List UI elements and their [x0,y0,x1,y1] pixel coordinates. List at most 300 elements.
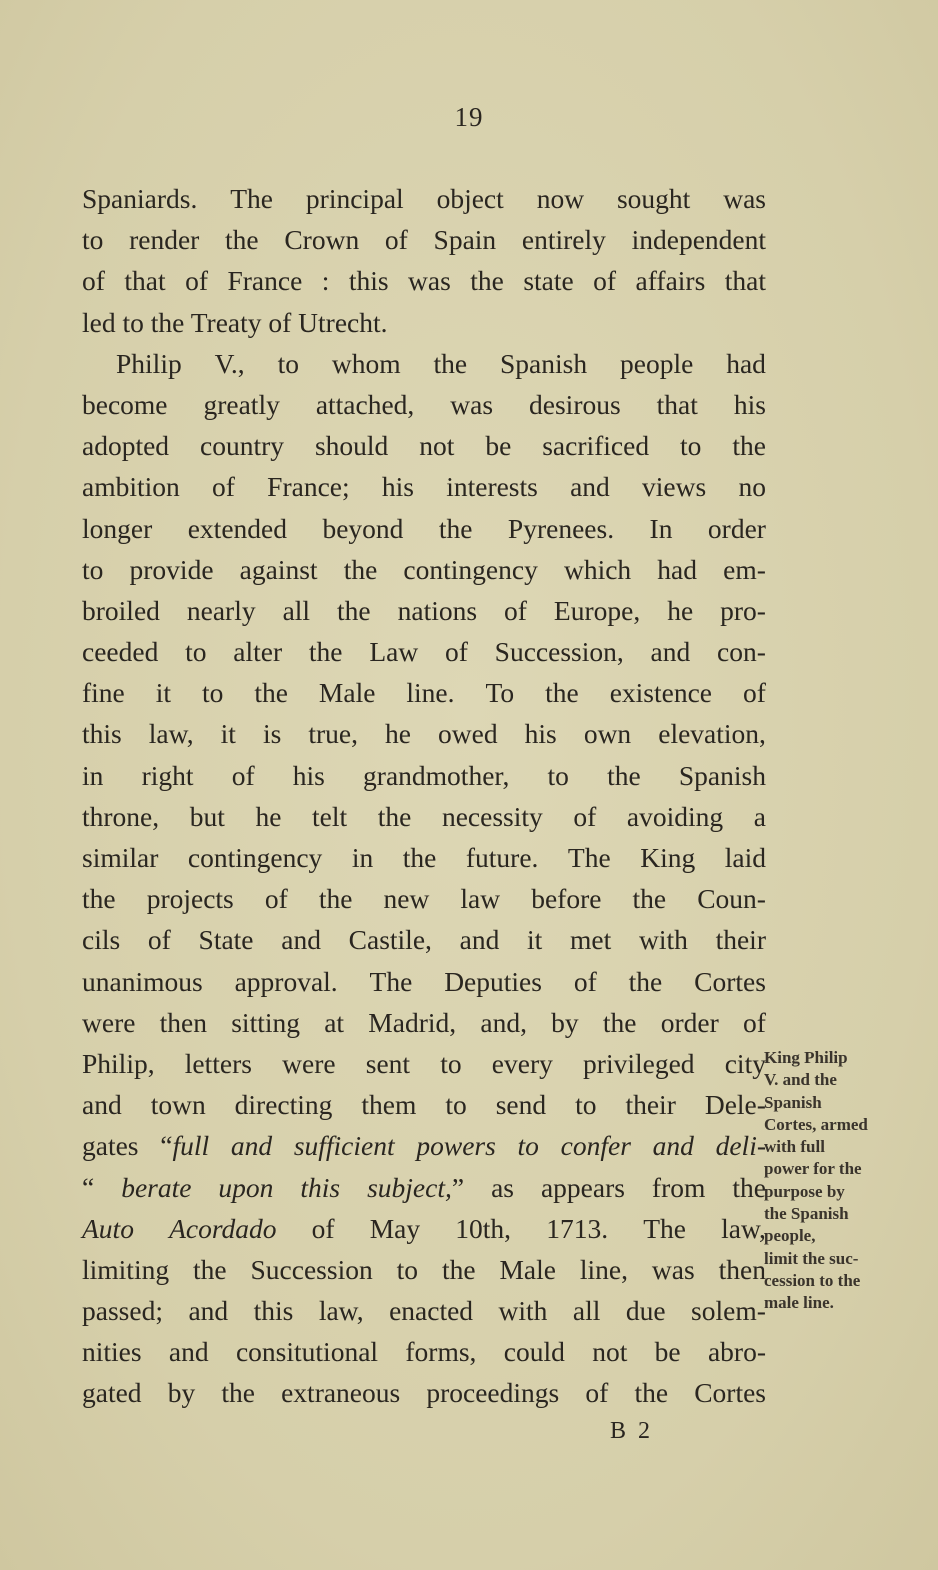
word [349,919,432,960]
text-segment: of [264,883,288,915]
word [455,1208,511,1249]
text-line [82,837,766,878]
word [460,878,500,919]
marginal-note-line: the Spanish [764,1204,849,1224]
word [495,631,624,672]
text-segment: Coun- [697,883,766,915]
italic-text: Acordado [169,1212,277,1244]
text-line [82,178,766,219]
word [240,549,318,590]
marginal-note-line: with full [764,1137,825,1157]
text-segment: of [573,965,597,997]
word [344,549,378,590]
word [738,466,766,507]
text-segment: but [189,800,225,832]
word [235,1084,333,1125]
word [82,1249,169,1290]
text-segment: become [82,388,168,420]
text-line [82,672,766,713]
word [518,1125,539,1166]
word [527,919,542,960]
text-segment: independent [631,224,766,256]
text-segment: abro- [707,1336,766,1368]
word [500,343,587,384]
word [232,755,255,796]
word [754,796,766,837]
text-segment: every [491,1047,553,1079]
text-segment: contingency [187,842,323,873]
word [694,961,766,1002]
text-segment: of [311,1212,335,1244]
word [82,755,103,796]
word [284,219,359,260]
word [732,425,766,466]
text-segment: it [527,924,543,956]
text-segment: Cortes [694,1377,766,1409]
word [723,549,766,590]
text-segment: state [523,265,574,297]
italic-text: and [230,1130,273,1162]
word [148,919,171,960]
text-segment: appears [540,1171,625,1203]
text-segment: broiled [82,594,160,626]
text-segment: then [718,1253,766,1285]
text-segment: law, [721,1212,766,1244]
text-segment: similar [82,842,159,873]
word [743,672,766,713]
word [308,713,358,754]
word [661,1002,719,1043]
text-segment: line, [579,1253,628,1285]
text-segment: in [351,842,374,873]
text-segment: existence [609,677,712,709]
word [496,1084,546,1125]
text-segment: their [625,1089,676,1121]
word [460,919,500,960]
word [440,1043,461,1084]
text-segment: The [643,1212,686,1244]
word [185,260,208,301]
word [486,672,515,713]
word [734,384,766,425]
word [363,755,509,796]
word [732,1167,766,1208]
text-line [82,1167,766,1208]
word [319,878,353,919]
text-segment: the [732,430,766,462]
text-segment: this [348,265,389,297]
word [403,549,537,590]
text-line [82,1125,766,1166]
word [254,1290,294,1331]
word [636,260,706,301]
text-segment: people [619,347,694,379]
word [147,878,234,919]
word [156,672,171,713]
text-segment: provide [129,553,214,585]
word [82,1208,134,1249]
word [491,1167,514,1208]
word [434,343,468,384]
word [82,961,203,1002]
text-segment: law, [318,1295,364,1327]
word [188,1290,228,1331]
text-segment: privileged [583,1047,695,1079]
word [384,878,430,919]
text-segment: limiting [82,1253,170,1285]
text-segment: laid [724,842,766,873]
word [437,178,504,219]
word [82,466,180,507]
word [352,837,373,878]
text-line [82,260,766,301]
word [568,837,611,878]
word [293,755,325,796]
text-segment: the [225,224,259,256]
text-segment: fine [82,677,125,709]
word [446,466,538,507]
text-segment: of [212,471,235,503]
word [450,384,493,425]
word [322,260,330,301]
word [574,961,597,1002]
word [82,1125,139,1166]
word [199,919,254,960]
word [470,260,504,301]
word [160,1125,209,1166]
text-segment: beyond [322,512,404,544]
italic-text: upon [218,1171,274,1203]
word [667,590,693,631]
word [315,425,388,466]
text-segment: that [124,265,166,297]
text-segment: ceeded [82,636,159,668]
text-segment: to [185,636,207,668]
italic-text: this [300,1171,341,1203]
word [657,549,697,590]
word [185,631,206,672]
text-segment: it [220,718,236,750]
text-segment: nearly [186,594,256,626]
word [324,1002,344,1043]
text-segment: true, [308,718,358,750]
text-segment: Philip, [82,1047,155,1079]
marginal-note-line: male line. [764,1293,834,1313]
word [82,1002,135,1043]
word [444,961,542,1002]
text-segment: this [253,1295,294,1327]
text-segment: order [707,512,766,544]
word [278,343,299,384]
text-segment: adopted [82,430,170,462]
text-segment: The [230,183,274,214]
text-segment: the [433,347,468,379]
word [439,508,473,549]
word [570,466,610,507]
italic-text: confer [560,1130,631,1162]
word [405,1331,476,1372]
text-segment: this [82,718,122,750]
word [322,508,403,549]
text-segment: then [159,1006,208,1038]
body-text [82,178,766,1414]
text-line [82,631,766,672]
text-segment: Spanish [500,347,588,379]
word [575,1084,596,1125]
word [607,755,641,796]
text-line [82,425,766,466]
text-segment: the [337,594,371,626]
word [212,466,235,507]
page-number: 19 [454,102,484,132]
word [627,796,723,837]
word [366,1043,410,1084]
text-segment: em- [723,553,766,585]
text-segment: to [396,1253,419,1285]
word [531,878,601,919]
text-segment: the [632,883,667,915]
text-segment: city [724,1047,766,1079]
word [716,1125,766,1166]
text-segment: met [570,924,612,956]
italic-text: subject, [367,1171,452,1203]
italic-text: powers [416,1130,496,1162]
text-segment: “ [82,1171,95,1203]
marginal-note-line: King Philip [764,1048,848,1067]
text-segment: led to the Treaty of Utrecht. [82,306,388,338]
text-segment: the [343,553,378,585]
word [705,1084,766,1125]
word [227,260,302,301]
text-segment: country [200,430,285,462]
text-segment: interests [446,471,538,503]
text-segment: gates [82,1130,139,1162]
text-segment: contingency [403,553,538,585]
word [523,260,573,301]
text-segment: extraneous [281,1377,401,1409]
word [620,343,693,384]
marginal-note-line: Cortes, armed [764,1114,868,1134]
word [82,384,168,425]
text-line [82,919,766,960]
text-segment: the [602,1006,637,1038]
text-segment: of [573,800,597,832]
text-segment: against [239,553,318,585]
text-line [82,713,766,754]
word [169,1208,276,1249]
text-segment: the [607,759,641,791]
word [434,219,497,260]
text-segment: to [680,430,702,462]
text-segment: and [459,924,500,956]
text-segment: the [441,1253,476,1285]
text-segment: the [221,1377,255,1409]
text-segment: Madrid, [368,1006,457,1038]
text-segment: no [738,471,766,503]
text-segment: be [485,430,512,462]
text-segment: is [262,718,282,750]
word [583,1043,695,1084]
text-segment: right [141,759,194,791]
text-segment: the [732,1171,766,1203]
text-line [82,1043,766,1084]
text-segment: of [742,1006,766,1038]
text-line [82,1084,766,1125]
text-segment: The [369,965,413,997]
word [617,178,690,219]
word [82,1084,122,1125]
text-segment: France; [267,471,350,503]
word [504,590,527,631]
word [200,425,284,466]
word [231,1002,300,1043]
word [721,1208,766,1249]
text-segment: 1713. [546,1212,609,1244]
word [370,1208,420,1249]
text-segment: he [385,718,411,750]
word [202,672,223,713]
text-segment: sent [365,1047,411,1079]
word [564,549,631,590]
text-segment: throne, [82,800,160,832]
word [499,1249,556,1290]
text-segment: projects [146,883,234,915]
word [300,1167,340,1208]
word [679,755,766,796]
word [82,878,116,919]
word [652,1167,705,1208]
text-segment: the [628,965,663,997]
word [580,1249,628,1290]
text-segment: forms, [405,1336,477,1368]
word [445,1084,466,1125]
word [283,590,311,631]
word [717,631,766,672]
text-line [82,590,766,631]
text-segment: sought [616,183,691,214]
word [719,1249,766,1290]
text-segment: entirely [521,224,606,256]
text-segment: not [419,430,455,462]
text-segment: town [150,1089,206,1121]
text-segment: was [408,265,451,297]
word [593,260,616,301]
word [82,425,169,466]
marginal-note-line: V. and the [764,1070,837,1090]
text-segment: to [82,553,104,585]
text-segment: whom [331,347,401,379]
text-line [82,878,766,919]
word [309,631,343,672]
text-segment: Europe, [553,594,641,626]
word [82,1167,94,1208]
text-segment: were [282,1047,336,1079]
text-line [82,384,766,425]
text-segment: greatly [203,388,280,420]
text-segment: the [318,883,353,915]
text-segment: Castile, [348,924,432,956]
word [650,508,673,549]
text-segment: passed; [82,1295,163,1327]
word [655,1331,681,1372]
word [230,178,273,219]
text-segment: law, [148,718,194,750]
text-line [82,1208,766,1249]
word [306,178,404,219]
word [584,713,631,754]
text-segment: affairs [635,265,706,297]
word [397,1249,418,1290]
word [151,1084,206,1125]
text-segment: his [733,388,766,420]
word [603,1002,637,1043]
text-segment: his [292,759,325,791]
text-segment: proceedings [426,1377,560,1409]
word [193,1249,227,1290]
text-segment: unanimous [82,965,203,997]
word [708,1331,766,1372]
text-segment: views [642,471,707,503]
text-line [82,343,766,384]
text-segment: and [281,924,321,956]
text-segment: own [583,718,632,750]
word [349,260,389,301]
text-segment: approval. [234,965,338,997]
text-segment: that [656,388,698,420]
word [369,631,418,672]
word [221,713,236,754]
text-segment: render [129,224,200,256]
italic-text: berate [121,1171,192,1203]
word [316,384,414,425]
text-segment: King [640,842,696,873]
text-segment: Spaniards. [82,183,198,214]
word [694,1372,766,1413]
word [633,878,667,919]
word [236,1331,378,1372]
text-segment: “ [160,1130,173,1162]
text-segment: telt [312,800,348,832]
word [657,384,698,425]
text-segment: the [308,636,343,668]
text-segment: Male [318,677,376,709]
text-segment: : [321,265,330,297]
text-segment: should [314,430,389,462]
word [691,1290,766,1331]
word [82,590,160,631]
text-segment: and [650,636,691,668]
text-segment: law [460,883,501,915]
word [426,1372,559,1413]
word [573,1290,601,1331]
word [231,1125,272,1166]
text-segment: ” [451,1171,465,1203]
text-segment: to [445,1089,467,1121]
text-segment: the [545,677,579,709]
text-segment: before [531,883,602,915]
word [573,796,596,837]
word [554,590,640,631]
text-segment: was [723,183,766,214]
text-segment: line. [406,677,455,709]
word [485,425,511,466]
text-segment: gated [82,1377,142,1409]
word [233,631,282,672]
text-segment: the [634,1377,669,1409]
text-segment: was [651,1253,695,1285]
word [378,796,412,837]
text-line [82,755,766,796]
